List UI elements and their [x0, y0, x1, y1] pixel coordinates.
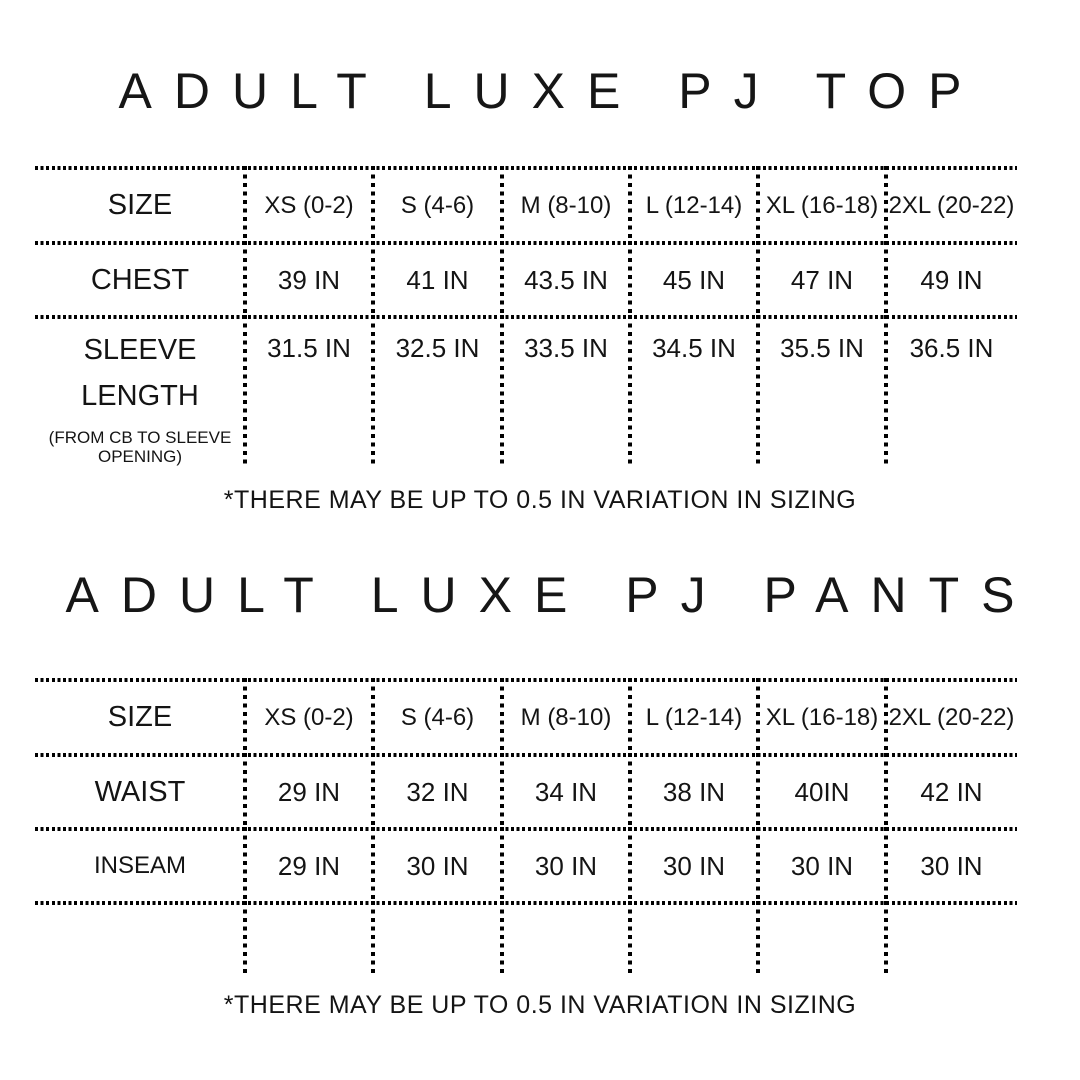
sleeve-value-xs: 31.5 IN: [245, 319, 373, 467]
sizing-variation-note-bottom: *THERE MAY BE UP TO 0.5 IN VARIATION IN SIZING: [223, 991, 857, 1019]
row-label-waist: WAIST: [94, 775, 186, 808]
column-header-size: SIZE: [107, 189, 173, 221]
empty-cell: [35, 905, 245, 975]
sleeve-length-label: SLEEVE LENGTH: [81, 334, 199, 412]
size-table-pj-pants: [35, 678, 1017, 975]
row-label-inseam: INSEAM: [93, 852, 186, 879]
table-row-chest: [35, 245, 1017, 315]
sleeve-value-l: 34.5 IN: [630, 319, 758, 467]
chest-value-xs: 39 IN: [245, 245, 373, 315]
sizing-variation-note-top: *THERE MAY BE UP TO 0.5 IN VARIATION IN SIZING: [223, 486, 857, 514]
empty-cell: [758, 905, 886, 975]
chest-value-2xl: 49 IN: [886, 245, 1017, 315]
sleeve-value-xl: 35.5 IN: [758, 319, 886, 467]
waist-value-l: 38 IN: [630, 757, 758, 827]
column-header-xs: XS (0-2): [245, 682, 373, 753]
page-title-pj-pants: ADULT LUXE PJ PANTS: [65, 567, 1037, 623]
inseam-value-2xl: 30 IN: [886, 831, 1017, 901]
empty-cell: [373, 905, 502, 975]
size-table-pj-top: [35, 166, 1017, 467]
table-row-sleeve-length: [35, 319, 1017, 467]
column-header-2xl: 2XL (20-22): [886, 170, 1017, 241]
column-header-size: SIZE: [107, 701, 173, 733]
sleeve-value-s: 32.5 IN: [373, 319, 502, 467]
inseam-value-xl: 30 IN: [758, 831, 886, 901]
chest-value-xl: 47 IN: [758, 245, 886, 315]
inseam-value-xs: 29 IN: [245, 831, 373, 901]
chest-value-l: 45 IN: [630, 245, 758, 315]
column-header-s: S (4-6): [373, 170, 502, 241]
chest-value-s: 41 IN: [373, 245, 502, 315]
table-row-empty: [35, 905, 1017, 975]
column-header-xl: XL (16-18): [758, 170, 886, 241]
empty-cell: [502, 905, 630, 975]
page-title-pj-top: ADULT LUXE PJ TOP: [118, 63, 984, 119]
column-header-m: M (8-10): [502, 682, 630, 753]
column-header-xl: XL (16-18): [758, 682, 886, 753]
waist-value-xl: 40IN: [758, 757, 886, 827]
empty-cell: [245, 905, 373, 975]
column-header-m: M (8-10): [502, 170, 630, 241]
inseam-value-s: 30 IN: [373, 831, 502, 901]
waist-value-s: 32 IN: [373, 757, 502, 827]
inseam-value-l: 30 IN: [630, 831, 758, 901]
waist-value-m: 34 IN: [502, 757, 630, 827]
table-row-header: [35, 682, 1017, 753]
table-row-inseam: [35, 831, 1017, 901]
waist-value-2xl: 42 IN: [886, 757, 1017, 827]
inseam-value-m: 30 IN: [502, 831, 630, 901]
column-header-s: S (4-6): [373, 682, 502, 753]
column-header-l: L (12-14): [630, 682, 758, 753]
row-label-sleeve-length: [35, 319, 245, 467]
table-row-waist: [35, 757, 1017, 827]
column-header-2xl: 2XL (20-22): [886, 682, 1017, 753]
empty-cell: [630, 905, 758, 975]
column-header-xs: XS (0-2): [245, 170, 373, 241]
sleeve-value-2xl: 36.5 IN: [886, 319, 1017, 467]
waist-value-xs: 29 IN: [245, 757, 373, 827]
sleeve-value-m: 33.5 IN: [502, 319, 630, 467]
column-header-l: L (12-14): [630, 170, 758, 241]
chest-value-m: 43.5 IN: [502, 245, 630, 315]
row-label-chest: CHEST: [90, 263, 190, 296]
table-row-header: [35, 170, 1017, 241]
empty-cell: [886, 905, 1017, 975]
sleeve-length-sublabel: (FROM CB TO SLEEVE OPENING): [48, 428, 232, 466]
